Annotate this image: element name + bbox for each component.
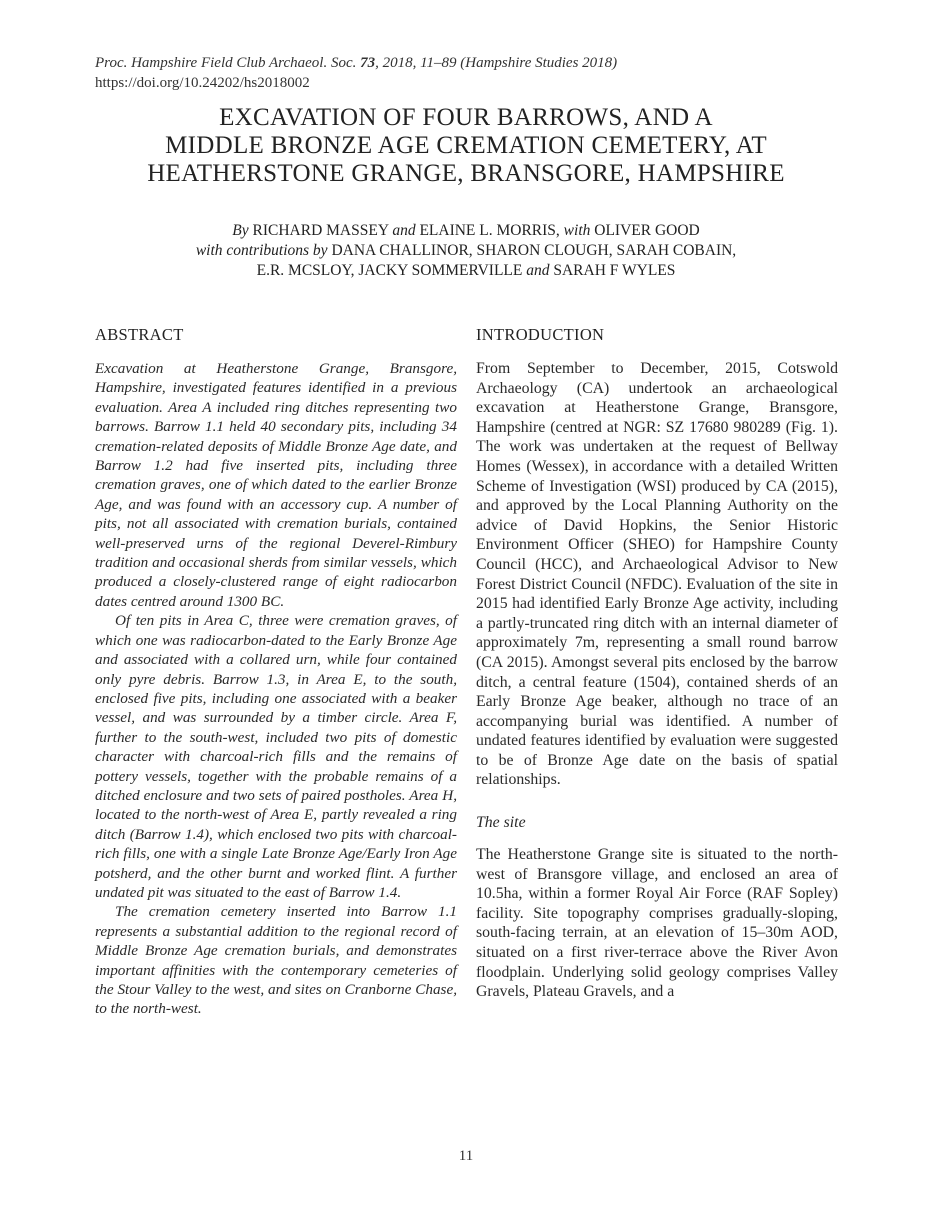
abstract-section [95, 325, 457, 1019]
introduction-heading: INTRODUCTION [476, 325, 605, 344]
title-line-1: EXCAVATION OF FOUR BARROWS, AND A [219, 104, 713, 131]
abstract-paragraph: Excavation at Heatherstone Grange, Bransgore, Hampshire, investigated features identified in a previous evaluation. Area A included ring ditches representing two barrows. Barrow 1.1 held 40 secondary pits, including 34 cremation-related deposits of Middle Bronze Age date, and Barrow 1.2 had five inserted pits, including three cremation graves, one of which dated to the earlier Bronze Age, and was found with an accessory cup. A number of pits, not all associated with cremation burials, contained well-preserved urns of the regional Deverel-Rimbury tradition and occasional sherds from similar vessels, which produced a closely-clustered range of eight radiocarbon dates centred around 1300 BC. [95, 360, 457, 610]
contributions-label: with contributions by [195, 242, 328, 259]
page-number: 11 [458, 1148, 474, 1164]
contributor-names: DANA CHALLINOR, SHARON CLOUGH, SARAH COBAIN, [331, 242, 737, 259]
introduction-section [476, 325, 838, 1002]
with-label: with [563, 222, 591, 239]
abstract-paragraph: The cremation cemetery inserted into Barrow 1.1 represents a substantial addition to the regional record of Middle Bronze Age cremation burials, and demonstrates important affinities with the contemporary cemeteries of the Stour Valley to the west, and sites on Cranborne Chase, to the north-west. [95, 903, 457, 1018]
author-line-2 [95, 241, 837, 261]
contributor-names: SARAH F WYLES [553, 262, 676, 279]
author-line-3 [95, 261, 837, 281]
citation-line [95, 53, 795, 73]
by-label: By [232, 222, 249, 239]
article-title [95, 104, 837, 188]
contributor-names: E.R. MCSLOY, JACKY SOMMERVILLE [256, 262, 523, 279]
citation-header [95, 53, 795, 93]
author-block [95, 221, 837, 281]
and-label: and [526, 262, 550, 279]
abstract-paragraph: Of ten pits in Area C, three were cremation graves, of which one was radiocarbon-dated to the Early Bronze Age and associated with a collared urn, while four contained only pyre debris. Barrow 1.3, in Area E, to the south, enclosed five pits, including one associated with a beaker vessel, and was surrounded by a timber circle. Area F, further to the south-west, included two pits of domestic character with charcoal-rich fills and the remains of pottery vessels, together with the probable remains of a ditched enclosure and two sets of paired postholes. Area H, located to the north-west of Area E, partly revealed a ring ditch (Barrow 1.4), which enclosed two pits with charcoal-rich fills, one with a single Late Bronze Age/Early Iron Age potsherd, and the other burnt and worked flint. A further undated pit was situated to the east of Barrow 1.4. [95, 612, 457, 901]
author-name: OLIVER GOOD [594, 222, 700, 239]
journal-name: Proc. Hampshire Field Club Archaeol. Soc. [95, 55, 357, 71]
title-line-3: HEATHERSTONE GRANGE, BRANSGORE, HAMPSHIRE [147, 160, 785, 187]
journal-details: , 2018, 11–89 (Hampshire Studies 2018) [375, 55, 618, 71]
doi-link[interactable]: https://doi.org/10.24202/hs2018002 [95, 75, 310, 91]
body-paragraph: From September to December, 2015, Cotswold Archaeology (CA) undertook an archaeological excavation at Heatherstone Grange, Bransgore, Hampshire (centred at NGR: SZ 17680 980289 (Fig. 1). The work was undertaken at the request of Bellway Homes (Wessex), in accordance with a detailed Written Scheme of Investigation (WSI) produced by CA (2015), and approved by the Local Planning Authority on the advice of David Hopkins, the Senior Historic Environment Officer (SHEO) for Hampshire County Council (HCC), and Archaeological Advisor to New Forest District Council (NFDC). Evaluation of the site in 2015 had identified Early Bronze Age activity, including a partly-truncated ring ditch with an internal diameter of approximately 7m, representing a small round barrow (CA 2015). Amongst several pits enclosed by the barrow ditch, a central feature (1504), contained sherds of an Early Bronze Age beaker, although no trace of an accompanying burial was identified. A number of undated features identified by evaluation were suggested to be of Bronze Age date on the basis of spatial relationships. [476, 360, 838, 789]
site-subheading: The site [476, 814, 526, 832]
body-paragraph: The Heatherstone Grange site is situated to the north-west of Bransgore village, and enclosed an area of 10.5ha, within a former Royal Air Force (RAF Sopley) facility. Site topography comprises gradually-sloping, south-facing terrain, at an elevation of 15–30m AOD, situated on a first river-terrace above the River Avon floodplain. Underlying solid geology comprises Valley Gravels, Plateau Gravels, and a [476, 846, 838, 1001]
author-name: RICHARD MASSEY [252, 222, 389, 239]
and-label: and [392, 222, 416, 239]
author-name: ELAINE L. MORRIS, [419, 222, 560, 239]
journal-volume: 73 [360, 55, 376, 71]
author-line-1 [95, 221, 837, 241]
abstract-heading: ABSTRACT [95, 325, 184, 344]
title-line-2: MIDDLE BRONZE AGE CREMATION CEMETERY, AT [165, 132, 767, 159]
